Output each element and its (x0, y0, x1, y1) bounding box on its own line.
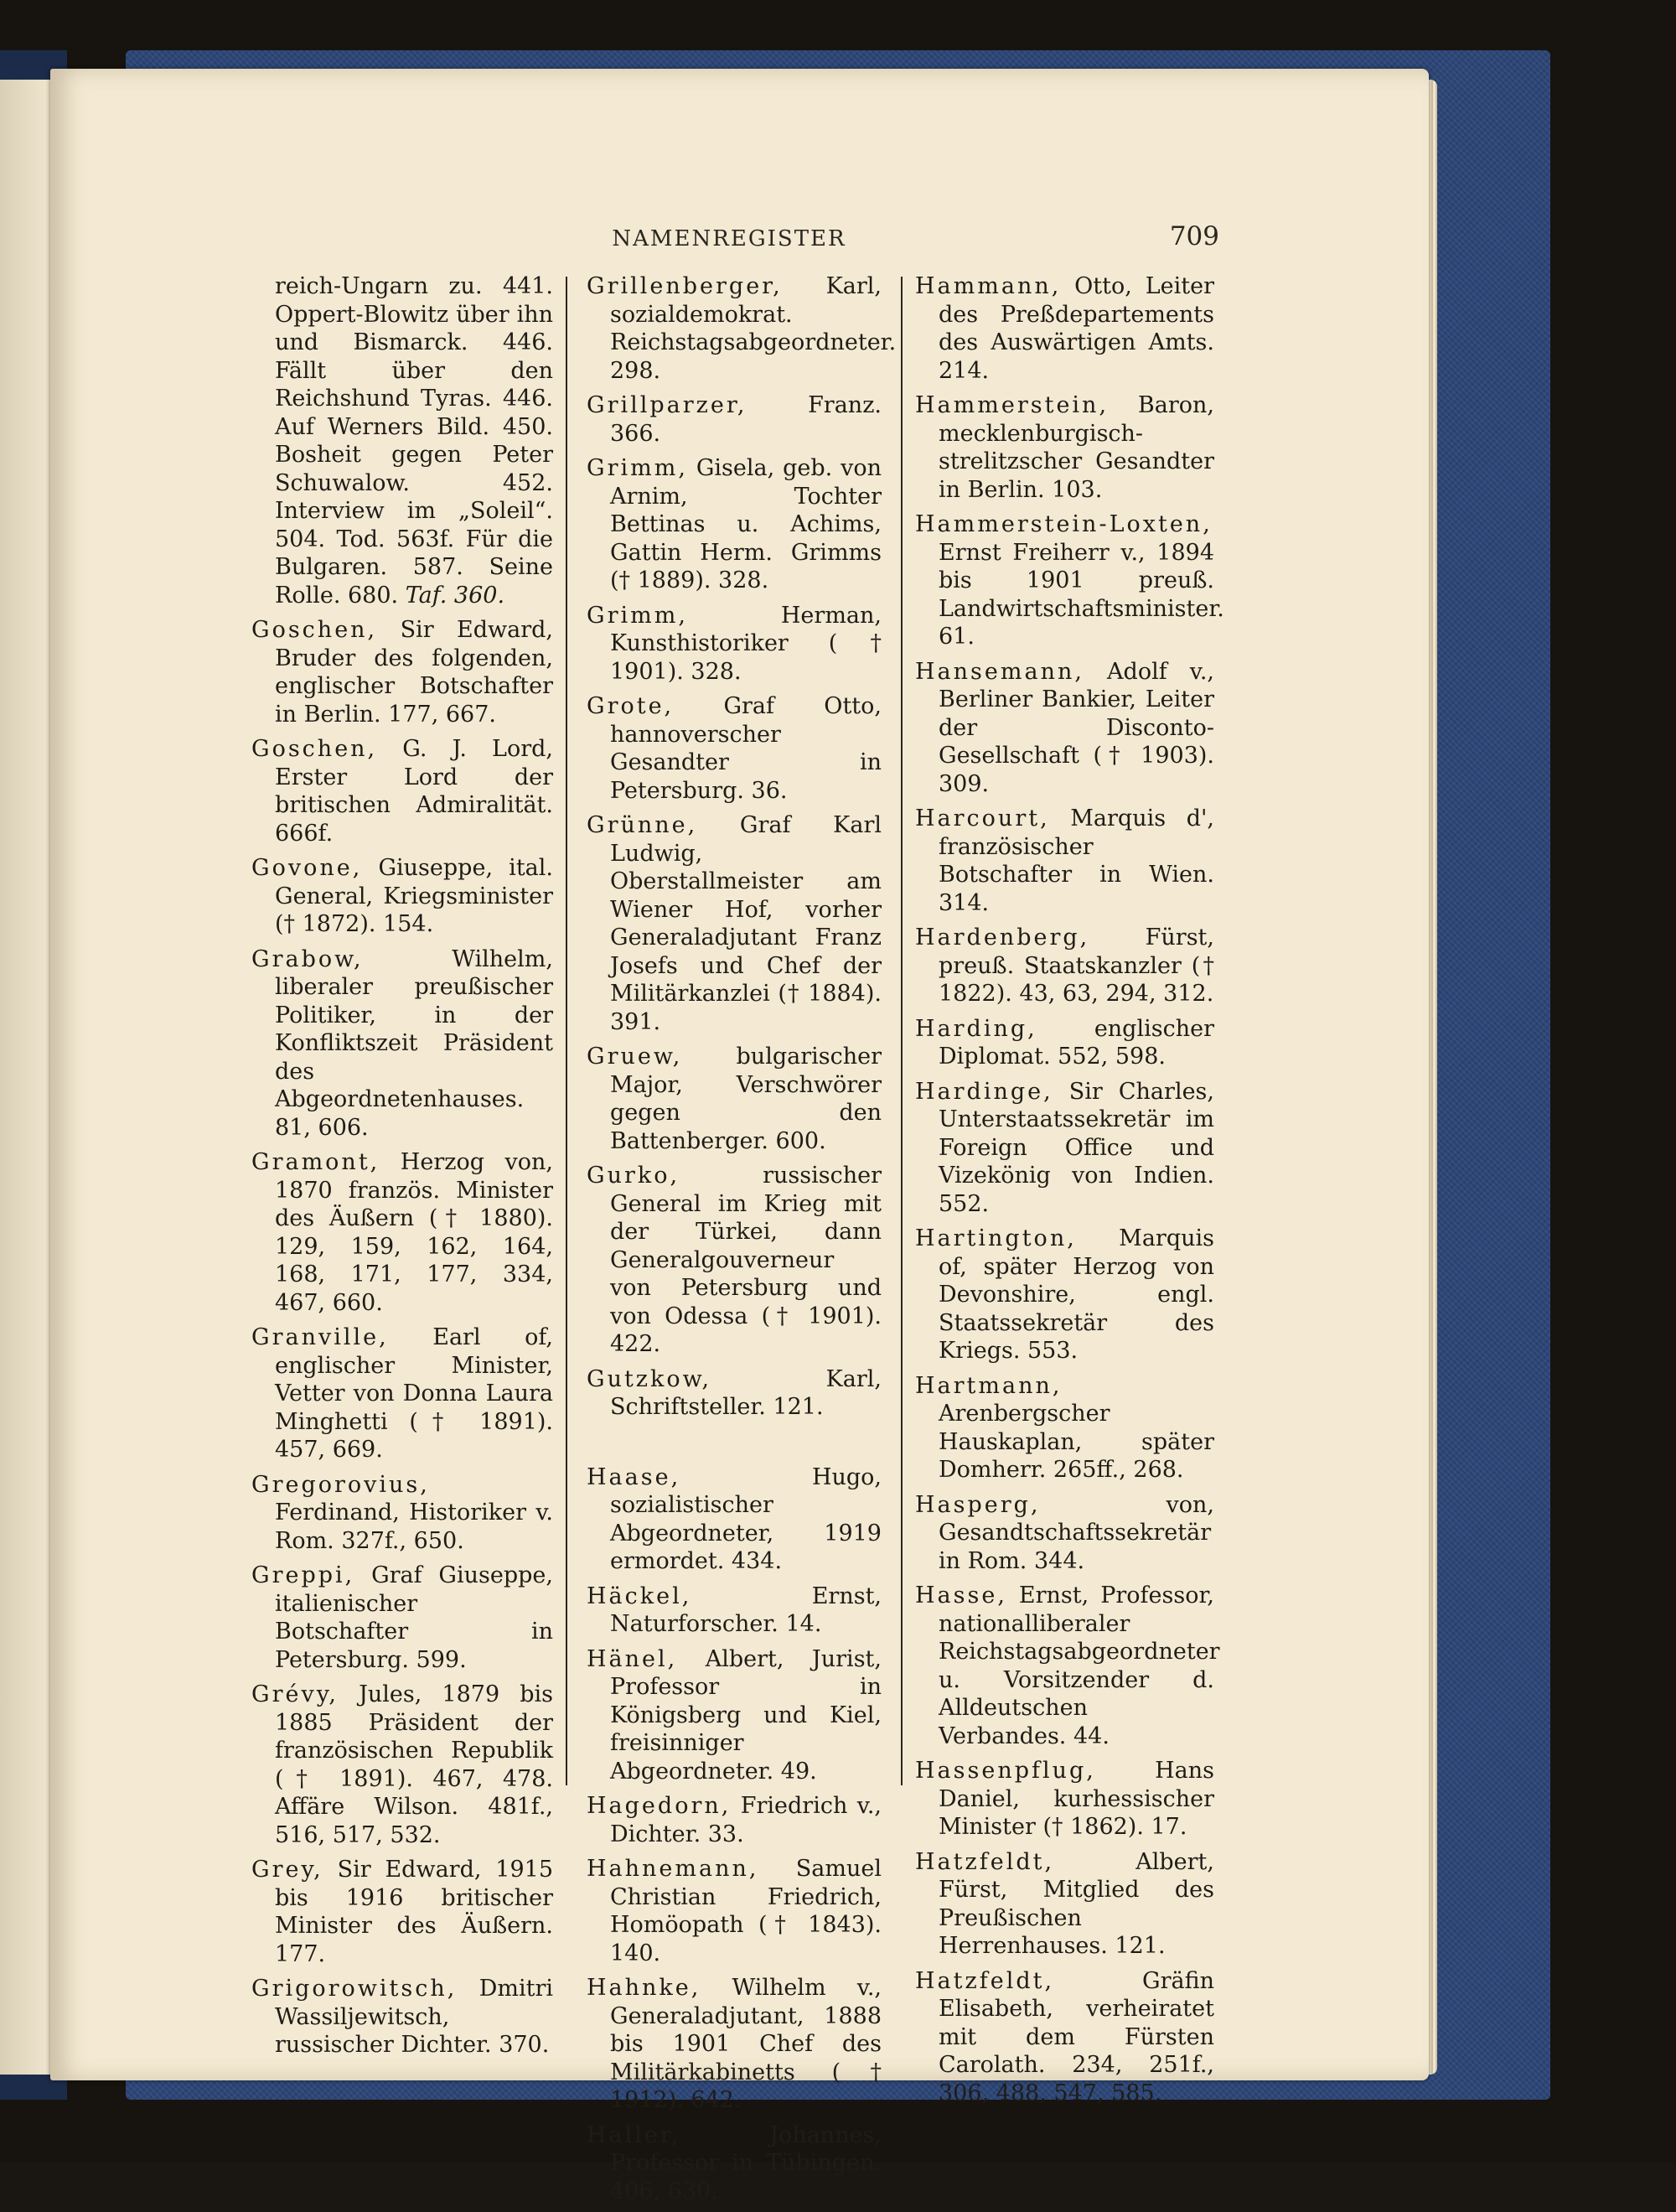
index-entry (587, 1792, 882, 1848)
entry-text: Marquis of, später Herzog von Devonshire, engl. Staatssekretär des Kriegs. 553. (939, 1225, 1214, 1364)
entry-name: Grote, (587, 693, 675, 719)
entry-text: Graf Karl Ludwig, Oberstallmeister am Wiener Hof, vorher Generaladjutant Franz Josefs und Chef der Militärkanzlei († 1884). 391. (610, 812, 882, 1035)
entry-text: Sir Charles, Unterstaatssekretär im Foreign Office und Vizekönig von Indien. 552. (939, 1078, 1214, 1217)
index-entry (251, 735, 553, 847)
index-entry (915, 1078, 1214, 1219)
running-head: NAMENREGISTER (612, 226, 846, 251)
entry-text: von, Gesandtschaftssekretär in Rom. 344. (939, 1491, 1214, 1574)
column-rule-2 (901, 277, 903, 1785)
entry-name: Grünne, (587, 812, 698, 838)
entry-text: Karl, Schriftsteller. 121. (610, 1365, 882, 1420)
entry-name: Haase, (587, 1463, 681, 1490)
entry-text: Friedrich v., Dichter. 33. (610, 1793, 882, 1847)
entry-text: Ernst Freiherr v., 1894 bis 1901 preuß. Landwirtschaftsminister. 61. (939, 539, 1224, 650)
index-entry (587, 1583, 882, 1639)
entry-name: Hatzfeldt, (915, 1848, 1055, 1875)
entry-text: Gisela, geb. von Arnim, Tochter Bettinas u. Achims, Gattin Herm. Grimms († 1889). 328. (610, 455, 882, 593)
entry-text: englischer Diplomat. 552, 598. (939, 1015, 1214, 1070)
entry-text: bulgarischer Major, Verschwörer gegen den Battenberger. 600. (610, 1044, 882, 1154)
index-entry (915, 391, 1214, 504)
entry-name: Hartington, (915, 1225, 1077, 1251)
entry-name: Hasperg, (915, 1491, 1041, 1518)
entry-text: Hugo, sozialistischer Abgeordneter, 1919 ermordet. 434. (610, 1463, 882, 1574)
entry-text: Sir Edward, Bruder des folgenden, englischer Botschafter in Berlin. 177, 667. (275, 617, 553, 728)
entry-name: Hassenpflug, (915, 1758, 1096, 1784)
index-entry (915, 1372, 1214, 1484)
index-entry (587, 1463, 882, 1576)
index-entry (251, 1562, 553, 1674)
index-entry (251, 1681, 553, 1849)
index-entry (251, 616, 553, 728)
index-entry (587, 272, 897, 385)
entry-name: Grimm, (587, 455, 688, 481)
index-entry (915, 1582, 1220, 1750)
entry-name: Govone, (251, 855, 363, 881)
index-entry (587, 692, 882, 805)
entry-text: Gräfin Elisabeth, verheiratet mit dem Fürsten Carolath. 234, 251f., 306, 488, 547, 585. (939, 1967, 1214, 2106)
page-number: 709 (1169, 221, 1219, 251)
entry-text: Graf Otto, hannoverscher Gesandter in Petersburg. 36. (610, 693, 882, 804)
index-entry (915, 510, 1224, 651)
index-entry (251, 272, 553, 609)
index-entry (587, 1855, 882, 1967)
entry-name: Harcourt, (915, 806, 1050, 831)
entry-name: Grillenberger, (587, 273, 783, 299)
entry-name: Granville, (251, 1324, 389, 1350)
index-entry (915, 924, 1214, 1008)
entry-text: Herzog von, 1870 französ. Minister des Äußern († 1880). 129, 159, 162, 164, 168, 171, 177, 334, 467, 660. (275, 1149, 553, 1316)
entry-text: Baron, mecklenburgisch-strelitzscher Gesandter in Berlin. 103. (939, 392, 1214, 503)
entry-text: Johannes, Professor in Tübingen. 406, 630. (610, 2121, 882, 2204)
entry-name: Hardinge, (915, 1078, 1053, 1105)
entry-name: Hammerstein, (915, 392, 1110, 418)
entry-text: Adolf v., Berliner Bankier, Leiter der Disconto-Gesellschaft († 1903). 309. (939, 658, 1214, 797)
index-entry (915, 1225, 1214, 1365)
entry-text: Albert, Jurist, Professor in Königsberg und Kiel, freisinniger Abgeordneter. 49. (610, 1645, 882, 1785)
entry-text: Hans Daniel, kurhessischer Minister († 1862). 17. (939, 1758, 1214, 1840)
entry-name: Hatzfeldt, (915, 1967, 1055, 1994)
entry-name: Häckel, (587, 1583, 692, 1609)
index-entry (587, 2121, 882, 2206)
entry-name: Hasse, (915, 1583, 1007, 1608)
entry-name: Grillparzer, (587, 392, 747, 418)
index-column-1 (251, 272, 553, 2066)
entry-text: Franz. 366. (610, 392, 882, 447)
previous-page-edge (0, 80, 54, 2075)
entry-name: Grévy, (251, 1681, 339, 1707)
column-rule-1 (566, 277, 567, 1785)
entry-name: Hardenberg, (915, 925, 1090, 951)
entry-italic-ref: Taf. 360. (405, 582, 505, 609)
index-entry (587, 811, 882, 1036)
entry-name: Gruew, (587, 1044, 683, 1070)
entry-text: Fürst, preuß. Staatskanzler († 1822). 43, 63, 294, 312. (939, 925, 1214, 1007)
index-column-2 (587, 272, 897, 2212)
entry-name: Gutzkow, (587, 1365, 712, 1392)
entry-name: Grimm, (587, 602, 688, 629)
entry-text: Wilhelm, liberaler preußischer Politiker, in der Konfliktszeit Präsident des Abgeordnetenhauses. 81, 606. (275, 945, 553, 1141)
entry-name: Gurko, (587, 1163, 680, 1189)
entry-text: Sir Edward, 1915 bis 1916 britischer Minister des Äußern. 177. (275, 1857, 553, 1967)
entry-text: Marquis d', französischer Botschafter in Wien. 314. (939, 806, 1214, 916)
index-entry (251, 1471, 553, 1556)
entry-text: Giuseppe, ital. General, Kriegsminister († 1872). 154. (275, 855, 553, 937)
entry-text: Jules, 1879 bis 1885 Präsident der französischen Republik († 1891). 467, 478. Affäre Wilson. 481f., 516, 517, 532. (275, 1681, 553, 1848)
index-column-3 (915, 272, 1224, 2114)
index-entry (915, 805, 1214, 917)
index-entry (587, 1645, 882, 1786)
entry-text: Ernst, Professor, nationalliberaler Reichstagsabgeordneter u. Vorsitzender d. Alldeutschen Verbandes. 44. (939, 1583, 1220, 1749)
entry-name: Hahnemann, (587, 1856, 759, 1882)
index-entry (251, 854, 553, 939)
entry-name: Hansemann, (915, 658, 1084, 685)
entry-text: Albert, Fürst, Mitglied des Preußischen Herrenhauses. 121. (939, 1848, 1214, 1959)
index-entry (915, 1757, 1214, 1842)
entry-name: Hänel, (587, 1645, 678, 1672)
index-entry (587, 454, 882, 595)
entry-name: Grigorowitsch, (251, 1976, 458, 2002)
entry-name: Gregorovius, (251, 1471, 430, 1498)
entry-text: reich-Ungarn zu. 441. Oppert-Blowitz über ihn und Bismarck. 446. Fällt über den Reichshund Tyras. 446. Auf Werners Bild. 450. Bosheit gegen Peter Schuwalow. 452. Interview im „Soleil“. 504. Tod. 563f. Für die Bulgaren. 587. Seine Rolle. 680. (275, 273, 553, 609)
entry-text: Karl, sozialdemokrat. Reichstagsabgeordneter. 298. (610, 273, 897, 384)
index-entry (587, 602, 882, 686)
entry-name: Haller, (587, 2121, 681, 2148)
entry-name: Grabow, (251, 945, 364, 972)
entry-text: G. J. Lord, Erster Lord der britischen Admiralität. 666f. (275, 736, 553, 847)
entry-name: Greppi, (251, 1562, 355, 1588)
index-entry (251, 945, 553, 1142)
entry-name: Hartmann, (915, 1372, 1063, 1399)
entry-text: Earl of, englischer Minister, Vetter von Donna Laura Minghetti († 1891). 457, 669. (275, 1324, 553, 1463)
index-entry (251, 1324, 553, 1464)
entry-name: Hahnke, (587, 1975, 701, 2001)
entry-name: Grey, (251, 1857, 323, 1883)
entry-name: Gramont, (251, 1149, 380, 1175)
entry-text: Dmitri Wassiljewitsch, russischer Dichter. 370. (275, 1976, 553, 2058)
index-entry (587, 1162, 882, 1359)
entry-name: Hammann, (915, 273, 1062, 299)
entry-text: Samuel Christian Friedrich, Homöopath († 1843). 140. (610, 1856, 882, 1966)
entry-text: Herman, Kunsthistoriker († 1901). 328. (610, 602, 882, 685)
entry-name: Goschen, (251, 736, 378, 762)
index-entry (587, 1043, 882, 1155)
index-entry (915, 1848, 1214, 1961)
index-entry (915, 1967, 1214, 2108)
entry-name: Harding, (915, 1015, 1037, 1042)
index-entry (251, 1148, 553, 1317)
index-entry (915, 272, 1214, 385)
index-entry (587, 391, 882, 448)
entry-name: Hagedorn, (587, 1793, 732, 1819)
index-entry (587, 1974, 882, 2115)
index-entry (915, 1015, 1214, 1071)
index-entry (251, 1856, 553, 1968)
entry-text: Otto, Leiter des Preßdepartements des Auswärtigen Amts. 214. (939, 273, 1214, 384)
entry-text: Ferdinand, Historiker v. Rom. 327f., 650. (275, 1500, 553, 1554)
entry-text: Graf Giuseppe, italienischer Botschafter in Petersburg. 599. (275, 1562, 553, 1673)
entry-text: Arenbergscher Hauskaplan, später Domherr. 265ff., 268. (939, 1401, 1214, 1483)
entry-text: Ernst, Naturforscher. 14. (610, 1583, 882, 1637)
entry-name: Hammerstein-Loxten, (915, 511, 1213, 537)
entry-text: Wilhelm v., Generaladjutant, 1888 bis 1901 Chef des Militärkabinetts († 1912). 642. (610, 1975, 882, 2113)
entry-text: russischer General im Krieg mit der Türkei, dann Generalgouverneur von Petersburg und von Odessa († 1901). 422. (610, 1163, 882, 1357)
index-entry (587, 1365, 882, 1422)
index-entry (915, 658, 1214, 799)
entry-name: Goschen, (251, 617, 378, 643)
index-entry (915, 1491, 1214, 1576)
index-entry (251, 1975, 553, 2059)
